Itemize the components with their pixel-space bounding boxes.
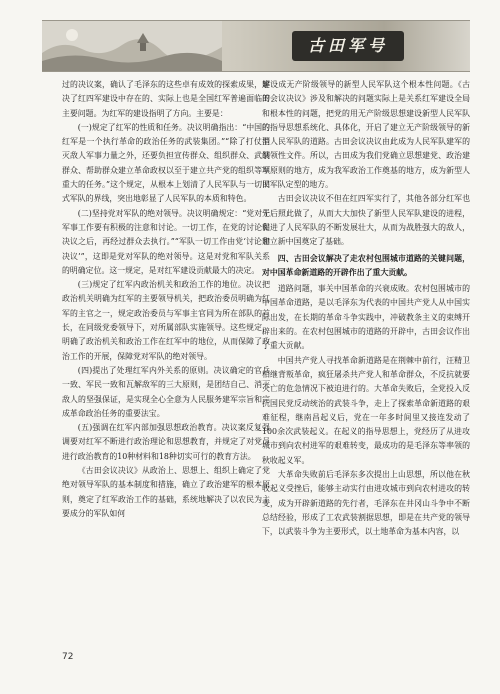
paragraph: (三)规定了红军内政治机关和政治工作的地位。决议把政治机关明确为红军的主要领导机关，把政治委员明确为红军的主官之一，规定政治委员与军事主官同为所在部队的首长，在同级党委领导下，对所属部队实施领导。这些规定，明确了政治机关和政治工作在红军中的地位，从而保障了政治工作的开展，保障党对军队的绝对领导。 xyxy=(62,280,270,361)
paragraph: (四)提出了处理红军内外关系的原则。决议确定的官兵一致、军民一致和瓦解敌军的三大原则，是团结自己、消灭敌人的坚强保证，是实现全心全意为人民服务建军宗旨和完成革命政治任务的重要法宝。 xyxy=(62,365,270,418)
header-banner xyxy=(42,20,470,72)
section-heading: 四、古田会议解决了走农村包围城市道路的关键问题，对中国革命新道路的开辟作出了重大贡献。 xyxy=(262,253,470,277)
left-column xyxy=(62,78,270,638)
paragraph: (二)坚持党对军队的绝对领导。决议明确规定：“党对于军事工作要有积极的注意和讨论。一切工作，在党的讨论和决议之后，再经过群众去执行。”“军队一切工作由党‘讨论和决议’”，这即是党对军队的绝对领导。这是对党和军队关系的明确定位。这一规定，是对红军建设贡献最大的决定。 xyxy=(62,208,270,275)
paragraph: 古田会议决议不但在红四军实行了，其他各部分红军也先后照此做了，从而大大加快了新型人民军队建设的进程，促进了人民军队的不断发展壮大，从而为战胜强大的敌人，建立新中国奠定了基础。 xyxy=(262,194,470,247)
paragraph: 中国共产党人寻找革命新道路是在荆棘中前行，汪精卫相继背叛革命，疯狂屠杀共产党人和革命群众，不反抗就要灭亡的危急情况下被迫进行的。大革命失败后，全党投入反抗国民党反动统治的武装斗争，走上了探索革命新道路的艰难征程，继南昌起义后，党在一年多时间里又接连发动了100余次武装起义。在起义的指导思想上，党经历了从进攻城市到向农村进军的艰难转变，最成功的是毛泽东等率领的秋收起义军。 xyxy=(262,355,470,465)
paragraph: 过的决议案，确认了毛泽东的这些卓有成效的探索成果，解决了红四军建设中存在的、实际上也是全国红军普遍面临的主要问题。为红军的建设指明了方向。主要是： xyxy=(62,80,270,118)
header-landscape-image xyxy=(42,21,222,71)
paragraph: (五)强调在红军内部加强思想政治教育。决议案反复强调要对红军不断进行政治理论和思想教育，并规定了对党员进行政治教育的10种材料和18种切实可行的教育方法。 xyxy=(62,423,270,461)
paragraph: (一)规定了红军的性质和任务。决议明确指出：“中国的红军是一个执行革命的政治任务的武装集团。”“除了打仗消灭敌人军事力量之外，还要负担宣传群众、组织群众、武装群众、帮助群众建立革命政权以至于建立共产党的组织等项重大的任务。”这个规定，从根本上划清了人民军队与一切旧式军队的界线，突出地彰显了人民军队的本质和特色。 xyxy=(62,122,270,204)
right-column xyxy=(262,78,470,638)
page-number: 72 xyxy=(62,652,74,662)
paragraph: 大革命失败前后毛泽东多次提出上山思想，所以他在秋收起义受挫后，能够主动实行由进攻城市到向农村进攻的转变，成为开辟新道路的先行者，毛泽东在井冈山斗争中不断总结经验，形成了工农武装割据思想，即是在共产党的领导下，以武装斗争为主要形式，以土地革命为基本内容，以 xyxy=(262,470,470,537)
paragraph: 建设成无产阶级领导的新型人民军队这个根本性问题。《古田会议决议》涉及和解决的问题实际上是关系红军建设全局和根本性的问题，把党的用无产阶级思想建设新型人民军队的指导思想系统化、具体化，开启了建立无产阶级领导的新型人民军队的道路。古田会议决议由此成为人民军队建军的纲领性文件。所以，古田成为我们党确立思想建党、政治建军原则的地方，成为我军政治工作奠基的地方，成为新型人民军队定型的地方。 xyxy=(262,80,470,190)
paragraph: 道路问题，事关中国革命的兴衰成败。农村包围城市的中国革命道路，是以毛泽东为代表的中国共产党人从中国实际出发，在长期的革命斗争实践中，冲破教条主义的束缚开辟出来的。在农村包围城市的道路的开辟中，古田会议作出了重大贡献。 xyxy=(262,284,470,351)
paragraph: 《古田会议决议》从政治上、思想上、组织上确定了党绝对领导军队的基本制度和措施，确立了政治建军的根本原则，奠定了红军政治工作的基础，系统地解决了以农民为主要成分的军队如何 xyxy=(62,466,270,518)
column-logo: 古田军号 xyxy=(292,31,404,61)
